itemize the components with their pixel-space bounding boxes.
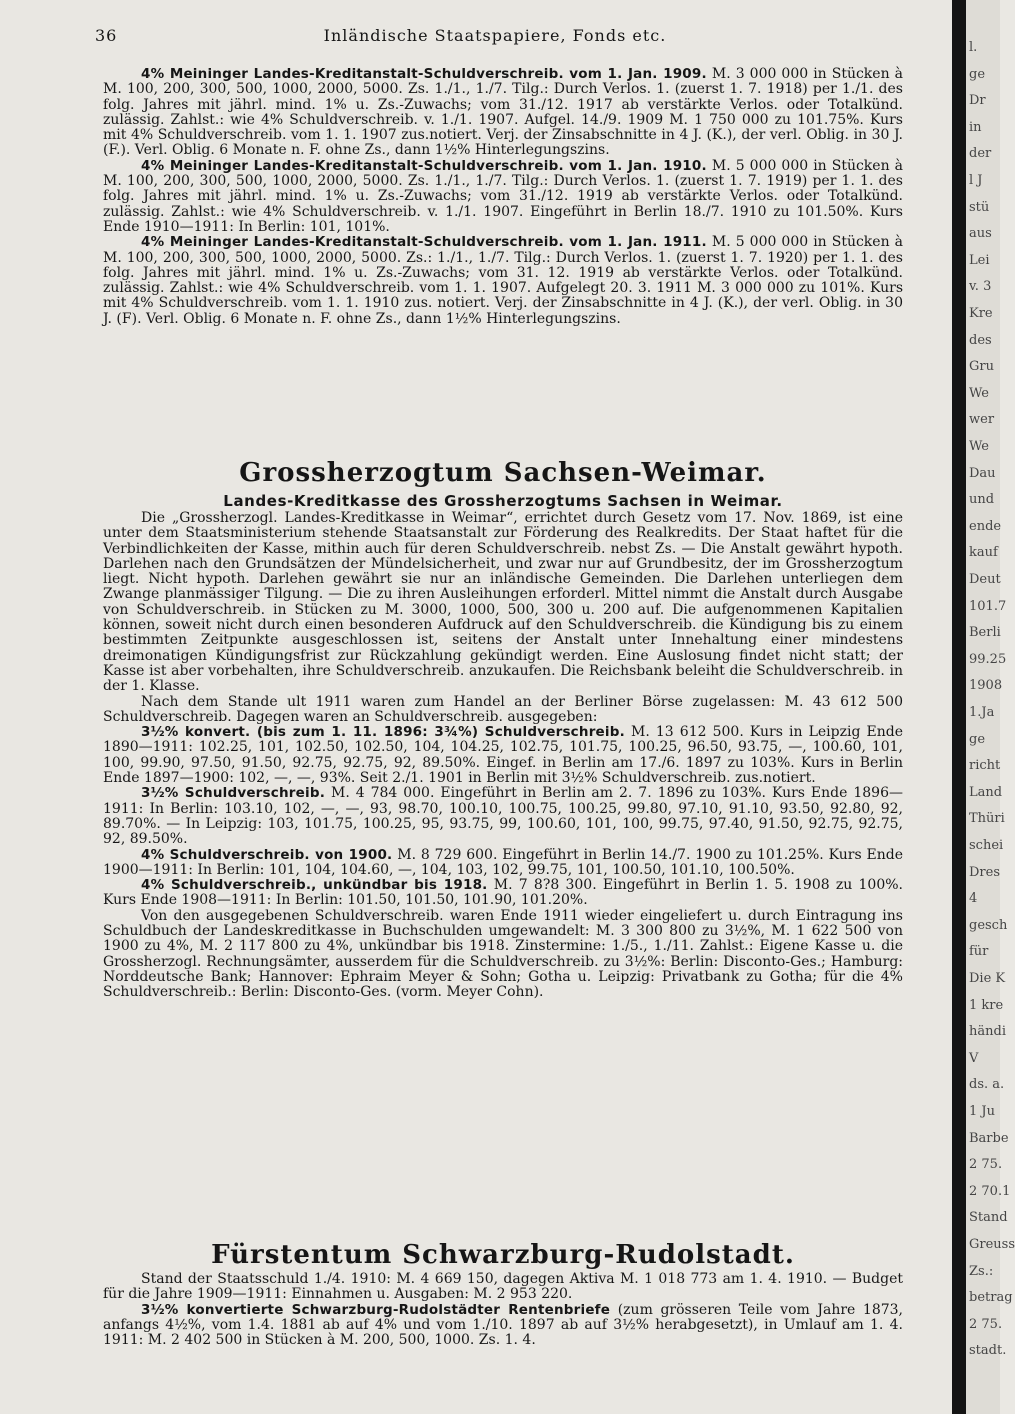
adjacent-page-fragment: Kre — [969, 306, 993, 321]
listing-status: Nach dem Stande ult 1911 waren zum Handel an der Berliner Börse zugelassen: M. 43 612 500 Schuldverschreib. Dagegen waren an Schuldverschreib. ausgegeben: — [103, 693, 903, 725]
adjacent-page-fragment: Barbe — [969, 1131, 1009, 1146]
bond-entry — [103, 1303, 903, 1349]
section-heading: Fürstentum Schwarzburg-Rudolstadt. — [211, 1240, 795, 1270]
bond-title: 4% Meininger Landes-Kreditanstalt-Schuldverschreib. vom 1. Jan. 1909. — [141, 66, 707, 82]
bond-details: M. 5 000 000 in Stücken à M. 100, 200, 300, 500, 1000, 2000, 5000. Zs.: 1./1., 1./7. Tilg.: Durch Verlos. 1. (zuerst 1. 7. 1920) per 1. 1. des folg. Jahres mit jährl. mind. 1% u. Zs.-Zuwachs; vom 31. 12. 1919 ab verstärkte Verlos. oder Totalkünd. zulässig. Zahlst.: wie 4% Schuldverschreib. vom 1. 1. 1907. Aufgelegt 20. 3. 1911 M. 3 000 000 zu 101%. Kurs mit 4% Schuldverschreib. vom 1. 1. 1910 zus. notiert. Verj. der Zinsabschnitte in 4 J. (K.), der verl. Oblig. in 30 J. (F). Verl. Oblig. 6 Monate n. F. ohne Zs., dann 1½% Hinterlegungszins. — [103, 234, 903, 327]
bond-entry — [103, 725, 903, 786]
section-heading: Grossherzogtum Sachsen-Weimar. — [239, 458, 767, 488]
adjacent-page-fragment: v. 3 — [969, 279, 992, 294]
bond-title: 3½% Schuldverschreib. — [141, 785, 326, 802]
adjacent-page-fragment: We — [969, 386, 989, 401]
adjacent-page-fragment: 2 70.1 — [969, 1184, 1011, 1199]
adjacent-page-fragment: Stand — [969, 1210, 1008, 1225]
page-number: 36 — [95, 26, 118, 45]
bond-details: M. 7 8?8 300. Eingeführt in Berlin 1. 5. 1908 zu 100%. Kurs Ende 1908—1911: In Berlin: 101.50, 101.50, 101.90, 101.20%. — [103, 877, 904, 909]
adjacent-page-fragment: 2 75. — [969, 1157, 1003, 1172]
bond-details: M. 4 784 000. Eingeführt in Berlin am 2. 7. 1896 zu 103%. Kurs Ende 1896—1911: In Berlin: 103.10, 102, —, —, 93, 98.70, 100.10, 100.75, 100.25, 99.80, 97.10, 91.10, 93.50, 92.80, 92, 89.70%. — In Leipzig: 103, 101.75, 100.25, 95, 93.75, 99, 100.60, 101, 100, 99.75, 97.40, 91.50, 92.75, 92.75, 92, 89.50%. — [103, 785, 903, 848]
adjacent-page-fragment: Dau — [969, 466, 996, 481]
adjacent-page-fragment: und — [969, 492, 995, 507]
sachsen-weimar-section — [103, 458, 903, 1001]
adjacent-page-fragment: Die K — [969, 971, 1006, 986]
institution-description: Die „Grossherzogl. Landes-Kreditkasse in Weimar“, errichtet durch Gesetz vom 17. Nov. 1869, ist eine unter dem Staatsministerium stehende Staatsanstalt zur Förderung des Realkredits. Der Staat haftet für die Verbindlichkeiten der Kasse, mithin auch für deren Schuldverschreib. nebst Zs. — Die Anstalt gewährt hypoth. Darlehen nach den Grundsätzen der Mündelsicherheit, und zwar nur auf Grundbesitz, der im Grossherzogtum liegt. Nicht hypoth. Darlehen gewährt sie nur an inländische Gemeinden. Die Darlehen unterliegen dem Zwange planmässiger Tilgung. — Die zu ihren Ausleihungen erforderl. Mittel nimmt die Anstalt durch Ausgabe von Schuldverschreib. in Stücken zu M. 3000, 1000, 500, 300 u. 200 auf. Die aufgenommenen Kapitalien können, soweit nicht durch einen besonderen Aufdruck auf den Schuldverschreib. die Kündigung bis zu einem bestimmten Zeitpunkte ausgeschlossen ist, seitens der Anstalt unter Innehaltung einer mindestens dreimonatigen Kündigungsfrist zur Rückzahlung gekündigt werden. Eine Auslosung findet nicht statt; der Kasse ist aber vorbehalten, ihre Schuldverschreib. anzukaufen. Die Reichsbank beleiht die Schuldverschreib. in der 1. Klasse. — [103, 510, 903, 695]
binding-gutter — [952, 0, 966, 1414]
bond-entry — [103, 878, 903, 909]
bond-entry-1911 — [103, 235, 903, 327]
adjacent-page-fragment: 1.Ja — [969, 705, 995, 720]
adjacent-page-fragment: Land — [969, 785, 1003, 800]
adjacent-page-fragment: ge — [969, 67, 986, 82]
bond-entry — [103, 848, 903, 879]
adjacent-page-fragment: schei — [969, 838, 1004, 853]
bond-details: M. 13 612 500. Kurs in Leipzig Ende 1890—1911: 102.25, 101, 102.50, 102.50, 104, 104.25, 102.75, 101.75, 100.25, 96.50, 93.75, —, 100.60, 101, 100, 99.90, 97.50, 91.50, 92.75, 92.75, 92, 89.50%. Eingef. in Berlin am 17./6. 1897 zu 103%. Kurs in Berlin Ende 1897—1900: 102, —, —, 93%. Seit 2./1. 1901 in Berlin mit 3½% Schuldverschreib. zus.notiert. — [103, 724, 903, 787]
bond-title: 4% Schuldverschreib. von 1900. — [141, 846, 393, 863]
schwarzburg-section — [103, 1240, 903, 1348]
bond-title: 4% Meininger Landes-Kreditanstalt-Schuldverschreib. vom 1. Jan. 1911. — [141, 234, 707, 251]
adjacent-page-fragment: 4 — [969, 891, 978, 906]
bond-details: M. 5 000 000 in Stücken à M. 100, 200, 300, 500, 1000, 2000, 5000. Zs. 1./1., 1./7. Tilg.: Durch Verlos. 1. (zuerst 1. 7. 1919) per 1. 1. des folg. Jahres mit jährl. mind. 1% u. Zs.-Zuwachs; vom 31./12. 1919 ab verstärkte Verlos. oder Totalkünd. zulässig. Zahlst.: wie 4% Schuldverschreib. v. 1./1. 1907. Eingeführt in Berlin 18./7. 1910 zu 101.50%. Kurs Ende 1910—1911: In Berlin: 101, 101%. — [103, 157, 903, 235]
meiningen-section — [103, 67, 903, 327]
adjacent-page-fragment: aus — [969, 226, 992, 241]
adjacent-page-fragment: ende — [969, 519, 1002, 534]
adjacent-page-fragment: händi — [969, 1024, 1006, 1039]
adjacent-page-fragment: in — [969, 120, 982, 135]
adjacent-page-fragment: Greuss — [969, 1237, 1015, 1252]
closing-notes: Von den ausgegebenen Schuldverschreib. waren Ende 1911 wieder eingeliefert u. durch Eintragung ins Schuldbuch der Landeskreditkasse in Buchschulden umgewandelt: M. 3 300 800 zu 3½%, M. 1 622 500 von 1900 zu 4%, M. 2 117 800 zu 4%, unkündbar bis 1918. Zinstermine: 1./5., 1./11. Zahlst.: Eigene Kasse u. die Grossherzogl. Rechnungsämter, ausserdem für die Schuldverschreib. zu 3½%: Berlin: Disconto-Ges.; Hamburg: Norddeutsche Bank; Hannover: Ephraim Meyer & Sohn; Gotha u. Leipzig: Privatbank zu Gotha; für die 4% Schuldverschreib.: Berlin: Disconto-Ges. (vorm. Meyer Cohn). — [103, 907, 903, 1001]
adjacent-page-fragment: Berli — [969, 625, 1001, 640]
section-subheading: Landes-Kreditkasse des Grossherzogtums Sachsen in Weimar. — [223, 492, 783, 510]
adjacent-page-fragment: wer — [969, 412, 995, 427]
running-title: Inländische Staatspapiere, Fonds etc. — [323, 26, 667, 45]
bond-title: 3½% konvert. (bis zum 1. 11. 1896: 3¾%) Schuldverschreib. — [141, 724, 625, 741]
bond-title: 3½% konvertierte Schwarzburg-Rudolstädter Rentenbriefe — [141, 1301, 611, 1318]
adjacent-page-fragment: Thüri — [969, 811, 1005, 826]
adjacent-page-fragment: gesch — [969, 918, 1008, 933]
adjacent-page-fragment: stadt. — [969, 1343, 1007, 1358]
adjacent-page-fragment: betrag — [969, 1290, 1013, 1305]
adjacent-page-fragment: stü — [969, 200, 990, 215]
adjacent-page-fragment: Dr — [969, 93, 986, 108]
adjacent-page-fragment: 1 Ju — [969, 1104, 995, 1119]
adjacent-page-fragment: Dres — [969, 865, 1001, 880]
adjacent-page-fragment: l J — [969, 173, 983, 188]
adjacent-page-fragment: für — [969, 944, 989, 959]
bond-entry — [103, 786, 903, 847]
adjacent-page-edge — [966, 0, 1015, 1414]
adjacent-page-fragment: ge — [969, 732, 986, 747]
adjacent-page-fragment: richt — [969, 758, 1001, 773]
adjacent-page-fragment: 1 kre — [969, 998, 1004, 1013]
adjacent-page-fragment: des — [969, 333, 992, 348]
adjacent-page-fragment: 99.25 — [969, 652, 1007, 667]
adjacent-page-fragment: Lei — [969, 253, 990, 268]
adjacent-page-fragment: 1908 — [969, 678, 1003, 693]
bond-title: 4% Schuldverschreib., unkündbar bis 1918. — [141, 877, 488, 894]
adjacent-page-fragment: V — [969, 1051, 979, 1066]
adjacent-page-fragment: kauf — [969, 545, 998, 560]
adjacent-page-fragment: Gru — [969, 359, 994, 374]
adjacent-page-fragment: Zs.: — [969, 1264, 994, 1279]
bond-details: M. 8 729 600. Eingeführt in Berlin 14./7. 1900 zu 101.25%. Kurs Ende 1900—1911: In Berlin: 101, 104, 104.60, —, 104, 103, 102, 99.75, 101, 100.50, 101.10, 100.50%. — [103, 846, 903, 878]
bond-title: 4% Meininger Landes-Kreditanstalt-Schuldverschreib. vom 1. Jan. 1910. — [141, 157, 707, 174]
adjacent-page-fragment: 101.7 — [969, 599, 1007, 614]
bond-entry-1909 — [103, 67, 903, 159]
bond-entry-1910 — [103, 159, 903, 235]
running-header — [95, 22, 895, 50]
adjacent-page-fragment: 2 75. — [969, 1317, 1003, 1332]
adjacent-page-fragment: l. — [969, 40, 978, 55]
adjacent-page-fragment: ds. a. — [969, 1077, 1005, 1092]
adjacent-page-fragment: We — [969, 439, 989, 454]
bond-details: (zum grösseren Teile vom Jahre 1873, anfangs 4½%, vom 1.4. 1881 ab auf 4% und vom 1./10. 1897 ab auf 3½% herabgesetzt), in Umlauf am 1. 4. 1911: M. 2 402 500 in Stücken à M. 200, 500, 1000. Zs. 1. 4. — [103, 1301, 904, 1349]
adjacent-page-fragment: der — [969, 146, 992, 161]
debt-status: Stand der Staatsschuld 1./4. 1910: M. 4 669 150, dagegen Aktiva M. 1 018 773 am 1. 4. 1910. — Budget für die Jahre 1909—1911: Einnahmen u. Ausgaben: M. 2 953 220. — [103, 1271, 903, 1303]
bond-details: M. 3 000 000 in Stücken à M. 100, 200, 300, 500, 1000, 2000, 5000. Zs. 1./1., 1./7. Tilg.: Durch Verlos. 1. (zuerst 1. 7. 1918) per 1./1. des folg. Jahres mit jährl. mind. 1% u. Zs.-Zuwachs; vom 31./12. 1917 ab verstärkte Verlos. oder Totalkünd. zulässig. Zahlst.: wie 4% Schuldverschreib. v. 1./1. 1907. Aufgel. 14./9. 1909 M. 1 750 000 zu 101.75%. Kurs mit 4% Schuldverschreib. vom 1. 1. 1907 zus.notiert. Verj. der Zinsabschnitte in 4 J. (K.), der verl. Oblig. in 30 J. (F.). Verl. Oblig. 6 Monate n. F. ohne Zs., dann 1½% Hinterlegungszins. — [103, 66, 903, 159]
adjacent-page-fragment: Deut — [969, 572, 1001, 587]
